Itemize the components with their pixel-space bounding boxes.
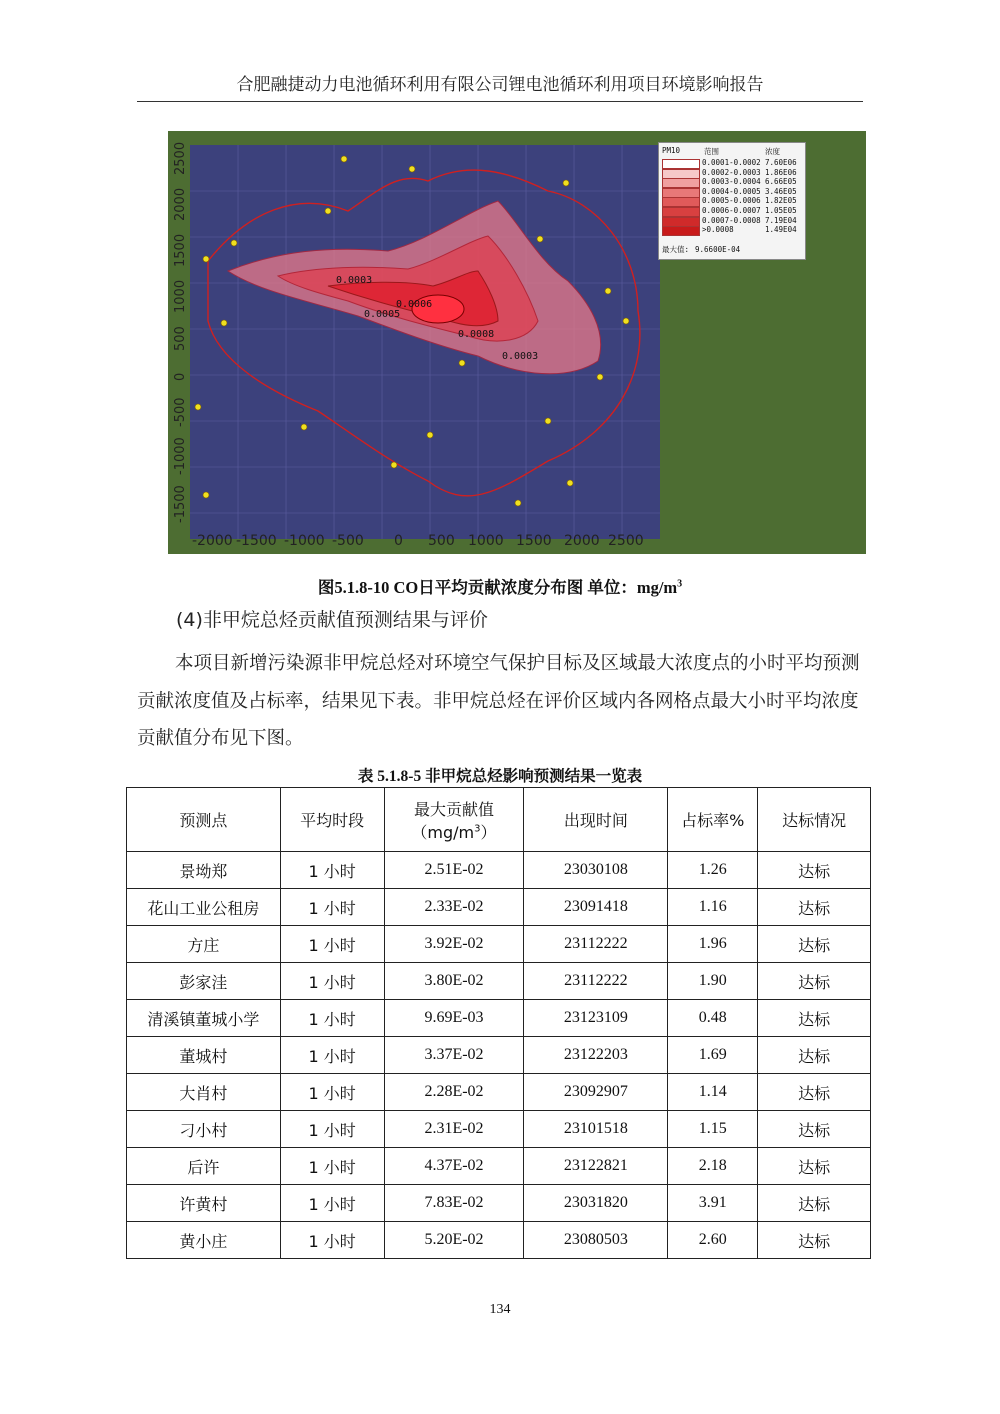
cell-status: 达标	[758, 1037, 871, 1074]
map-legend	[658, 142, 806, 260]
x-tick: 500	[428, 533, 455, 549]
y-tick: 2000	[173, 187, 188, 221]
x-tick: 0	[394, 533, 403, 549]
table-row	[127, 926, 871, 963]
cell-status: 达标	[758, 1185, 871, 1222]
contour-label: 0.0003	[336, 275, 373, 286]
y-tick: -1000	[173, 437, 188, 475]
table-body	[127, 852, 871, 1259]
header-divider	[137, 101, 863, 102]
cell-period: 1 小时	[280, 852, 384, 889]
table-row	[127, 1037, 871, 1074]
table-row	[127, 852, 871, 889]
x-tick: 1500	[516, 533, 552, 549]
y-tick: 1500	[173, 233, 188, 267]
cell-period: 1 小时	[280, 1000, 384, 1037]
cell-time: 23101518	[524, 1111, 668, 1148]
legend-row	[662, 158, 802, 168]
cell-period: 1 小时	[280, 963, 384, 1000]
legend-range: 0.0004-0.0005	[702, 186, 761, 196]
legend-conc: 1.86E06	[765, 167, 797, 177]
cell-status: 达标	[758, 1222, 871, 1259]
legend-max	[662, 244, 746, 255]
cell-ratio: 0.48	[668, 1000, 758, 1037]
y-tick: -1500	[173, 485, 188, 523]
cell-ratio: 2.60	[668, 1222, 758, 1259]
legend-conc: 7.19E04	[765, 215, 797, 225]
contour-label: 0.0008	[458, 329, 495, 340]
y-tick: -500	[173, 397, 188, 427]
header-ratio: 占标率%	[668, 788, 758, 852]
x-tick: 2500	[608, 533, 644, 549]
cell-value: 2.51E-02	[384, 852, 524, 889]
cell-period: 1 小时	[280, 926, 384, 963]
legend-range: 0.0002-0.0003	[702, 167, 761, 177]
cell-ratio: 1.15	[668, 1111, 758, 1148]
cell-status: 达标	[758, 1000, 871, 1037]
y-tick: 2500	[173, 141, 188, 175]
cell-point: 后许	[127, 1148, 281, 1185]
cell-ratio: 1.14	[668, 1074, 758, 1111]
header-time: 出现时间	[524, 788, 668, 852]
legend-rows	[662, 158, 802, 235]
header-status: 达标情况	[758, 788, 871, 852]
cell-value: 5.20E-02	[384, 1222, 524, 1259]
cell-value: 2.31E-02	[384, 1111, 524, 1148]
cell-status: 达标	[758, 852, 871, 889]
cell-ratio: 1.26	[668, 852, 758, 889]
cell-point: 清溪镇董城小学	[127, 1000, 281, 1037]
x-tick: -1000	[284, 533, 325, 549]
x-tick: -1500	[236, 533, 277, 549]
cell-ratio: 2.18	[668, 1148, 758, 1185]
cell-point: 方庄	[127, 926, 281, 963]
x-tick: 2000	[564, 533, 600, 549]
legend-conc: 1.49E04	[765, 225, 797, 235]
cell-time: 23091418	[524, 889, 668, 926]
y-axis-ticks	[173, 142, 188, 523]
figure-caption-text: 图5.1.8-10 CO日平均贡献浓度分布图 单位：mg/m	[317, 578, 678, 597]
cell-value: 9.69E-03	[384, 1000, 524, 1037]
cell-period: 1 小时	[280, 1037, 384, 1074]
cell-time: 23092907	[524, 1074, 668, 1111]
cell-point: 黄小庄	[127, 1222, 281, 1259]
legend-row	[662, 216, 802, 226]
cell-ratio: 1.96	[668, 926, 758, 963]
table-row	[127, 1111, 871, 1148]
cell-value: 2.33E-02	[384, 889, 524, 926]
table-row	[127, 889, 871, 926]
legend-conc: 6.66E05	[765, 177, 797, 187]
y-tick: 0	[173, 372, 188, 381]
cell-status: 达标	[758, 926, 871, 963]
legend-conc: 3.46E05	[765, 186, 797, 196]
cell-point: 刁小村	[127, 1111, 281, 1148]
legend-conc-header: 浓度	[765, 147, 780, 156]
cell-point: 彭家洼	[127, 963, 281, 1000]
cell-status: 达标	[758, 1111, 871, 1148]
cell-value: 2.28E-02	[384, 1074, 524, 1111]
table-row	[127, 1000, 871, 1037]
cell-period: 1 小时	[280, 1185, 384, 1222]
legend-max-value: 9.6600E-04	[695, 245, 741, 254]
cell-ratio: 1.69	[668, 1037, 758, 1074]
legend-range: >0.0008	[702, 225, 734, 235]
concentration-map-figure	[168, 131, 866, 554]
cell-time: 23122203	[524, 1037, 668, 1074]
cell-period: 1 小时	[280, 1222, 384, 1259]
legend-conc: 1.82E05	[765, 196, 797, 206]
table-row	[127, 1074, 871, 1111]
cell-value: 3.37E-02	[384, 1037, 524, 1074]
cell-ratio: 1.16	[668, 889, 758, 926]
legend-row	[662, 196, 802, 206]
cell-status: 达标	[758, 889, 871, 926]
cell-value: 3.92E-02	[384, 926, 524, 963]
x-tick: -500	[332, 533, 364, 549]
cell-ratio: 1.90	[668, 963, 758, 1000]
legend-range: 0.0001-0.0002	[702, 158, 761, 167]
table-row	[127, 1222, 871, 1259]
page-number: 134	[489, 1302, 511, 1317]
cell-period: 1 小时	[280, 1074, 384, 1111]
cell-value: 4.37E-02	[384, 1148, 524, 1185]
figure-caption-sup: 3	[677, 578, 683, 590]
legend-row	[662, 177, 802, 187]
figure-caption	[0, 574, 1000, 598]
cell-time: 23122821	[524, 1148, 668, 1185]
cell-status: 达标	[758, 1148, 871, 1185]
header-point: 预测点	[127, 788, 281, 852]
cell-point: 董城村	[127, 1037, 281, 1074]
legend-range: 0.0007-0.0008	[702, 215, 761, 225]
cell-value: 3.80E-02	[384, 963, 524, 1000]
legend-row	[662, 206, 802, 216]
table-row	[127, 963, 871, 1000]
legend-range: 0.0003-0.0004	[702, 177, 761, 187]
results-table	[126, 787, 871, 1259]
legend-conc: 1.05E05	[765, 205, 797, 215]
body-paragraph: 本项目新增污染源非甲烷总烃对环境空气保护目标及区域最大浓度点的小时平均预测贡献浓度值及占标率，结果见下表。非甲烷总烃在评价区域内各网格点最大小时平均浓度贡献值分布见下图。	[137, 653, 860, 749]
legend-range: 0.0005-0.0006	[702, 196, 761, 206]
cell-point: 景坳郑	[127, 852, 281, 889]
y-tick: 500	[173, 326, 188, 351]
contour-label: 0.0006	[396, 299, 433, 310]
x-tick: 1000	[468, 533, 504, 549]
cell-time: 23123109	[524, 1000, 668, 1037]
legend-pollutant: PM10	[662, 146, 681, 155]
cell-point: 许黄村	[127, 1185, 281, 1222]
legend-max-label: 最大值:	[662, 245, 690, 254]
y-tick: 1000	[173, 279, 188, 313]
header-max-value: 最大贡献值 $(mg/m^3)$	[384, 788, 524, 852]
cell-time: 23080503	[524, 1222, 668, 1259]
contour-label: 0.0005	[364, 309, 401, 320]
cell-time: 23112222	[524, 963, 668, 1000]
table-row	[127, 1148, 871, 1185]
legend-swatch	[662, 226, 700, 236]
cell-time: 23112222	[524, 926, 668, 963]
cell-period: 1 小时	[280, 889, 384, 926]
cell-status: 达标	[758, 963, 871, 1000]
cell-time: 23031820	[524, 1185, 668, 1222]
cell-period: 1 小时	[280, 1148, 384, 1185]
section-heading: (4)非甲烷总烃贡献值预测结果与评价	[176, 609, 488, 631]
x-tick: -2000	[192, 533, 233, 549]
table-title: 表 5.1.8-5 非甲烷总烃影响预测结果一览表	[357, 768, 643, 785]
legend-row	[662, 187, 802, 197]
contour-label: 0.0003	[502, 351, 539, 362]
legend-row	[662, 225, 802, 235]
table-header-row	[127, 788, 871, 852]
cell-point: 花山工业公租房	[127, 889, 281, 926]
legend-range-header: 范围	[704, 147, 719, 156]
cell-point: 大肖村	[127, 1074, 281, 1111]
table-row	[127, 1185, 871, 1222]
page-header: 合肥融捷动力电池循环利用有限公司锂电池循环利用项目环境影响报告	[236, 75, 764, 95]
cell-period: 1 小时	[280, 1111, 384, 1148]
cell-value: 7.83E-02	[384, 1185, 524, 1222]
legend-range: 0.0006-0.0007	[702, 205, 761, 215]
legend-row	[662, 168, 802, 178]
cell-time: 23030108	[524, 852, 668, 889]
header-period: 平均时段	[280, 788, 384, 852]
legend-conc: 7.60E06	[765, 158, 797, 167]
cell-ratio: 3.91	[668, 1185, 758, 1222]
cell-status: 达标	[758, 1074, 871, 1111]
